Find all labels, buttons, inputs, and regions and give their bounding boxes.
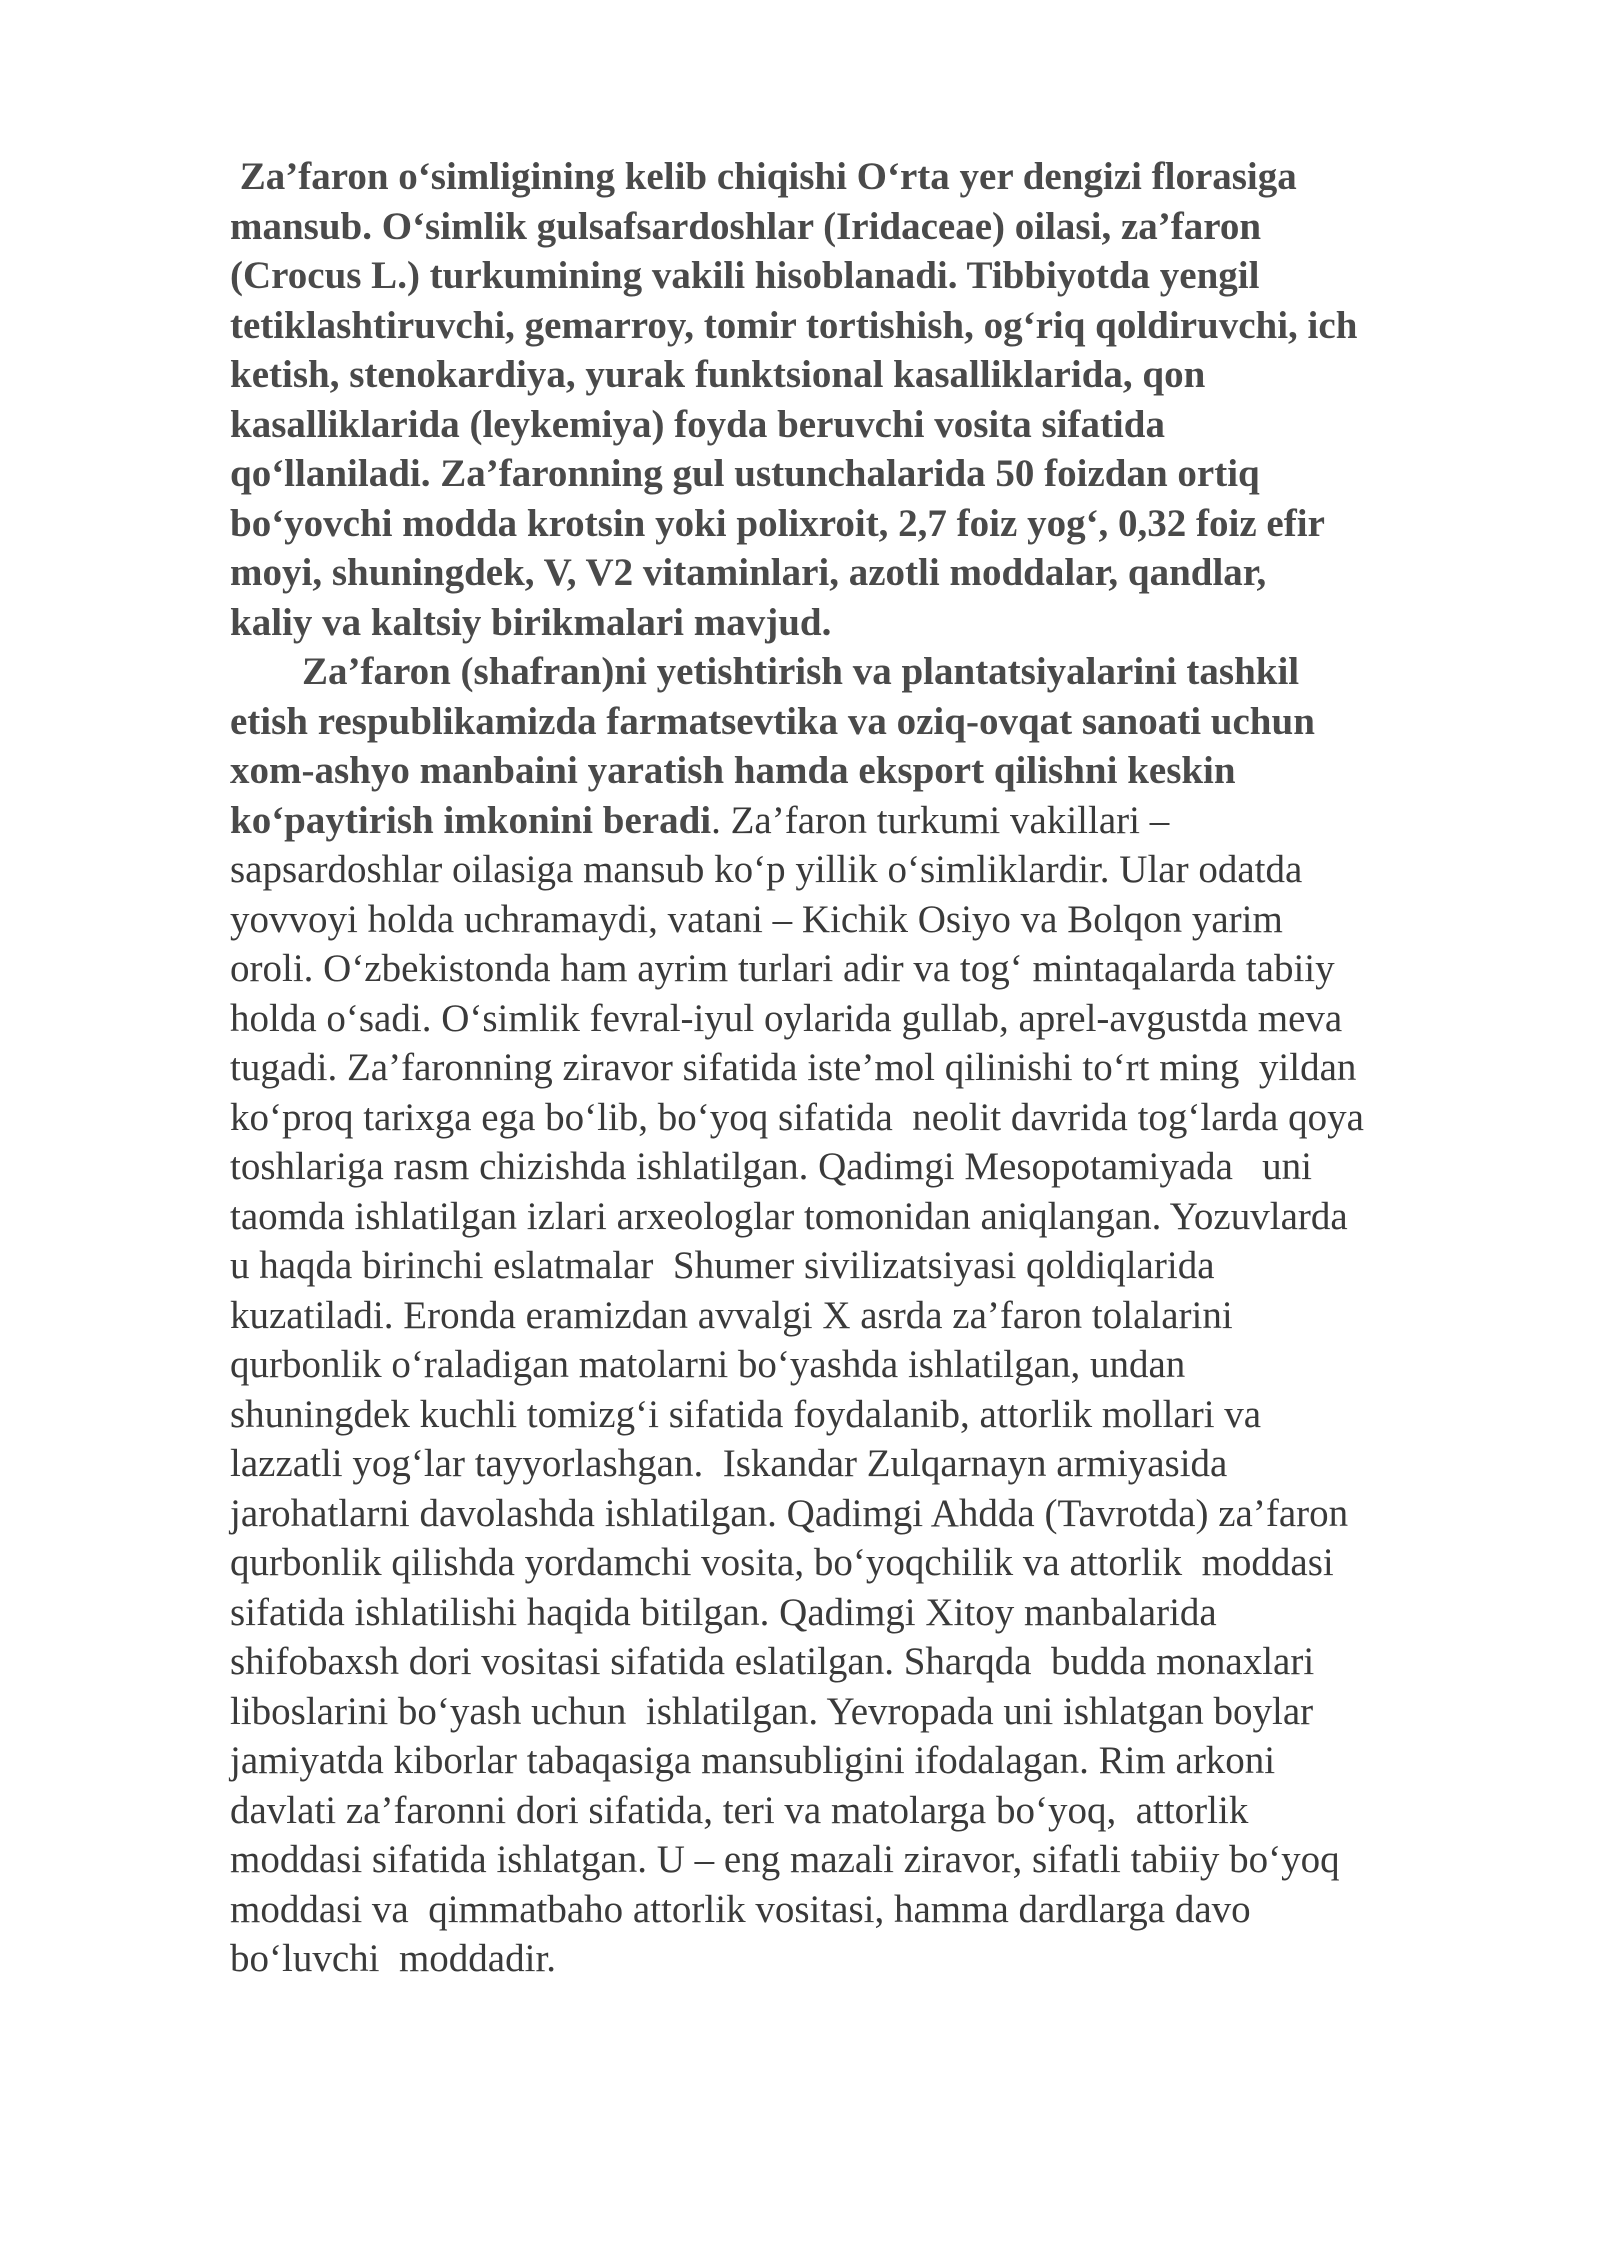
text-line: holda o‘sadi. O‘simlik fevral-iyul oylarida gullab, aprel-avgustda meva — [230, 996, 1343, 1040]
text-line: oroli. O‘zbekistonda ham ayrim turlari adir va tog‘ mintaqalarda tabiiy — [230, 947, 1335, 990]
text-line: etish respublikamizda farmatsevtika va oziq-ovqat sanoati uchun — [230, 699, 1315, 743]
text-line: kaliy va kaltsiy birikmalari mavjud. — [230, 600, 832, 644]
text-line: xom-ashyo manbaini yaratish hamda eksport qilishni keskin — [230, 749, 1236, 792]
text-line: jamiyatda kiborlar tabaqasiga mansubligini ifodalagan. Rim arkoni — [230, 1739, 1276, 1782]
regular-text-part: . Za’faron turkumi vakillari – — [711, 798, 1170, 842]
text-line: kuzatiladi. Eronda eramizdan avvalgi X asrda za’faron tolalarini — [230, 1293, 1233, 1337]
text-line: toshlariga rasm chizishda ishlatilgan. Qadimgi Mesopotamiyada uni — [230, 1145, 1313, 1188]
text-line: bo‘yovchi modda krotsin yoki polixroit, 2,7 foiz yog‘, 0,32 foiz efir — [230, 501, 1325, 545]
document-body — [230, 152, 1530, 1984]
text-line: qurbonlik o‘raladigan matolarni bo‘yashda ishlatilgan, undan — [230, 1343, 1186, 1386]
text-line: shuningdek kuchli tomizg‘i sifatida foydalanib, attorlik mollari va — [230, 1392, 1262, 1436]
text-line: mansub. O‘simlik gulsafsardoshlar (Iridaceae) oilasi, za’faron — [230, 204, 1262, 248]
bold-text-part: ko‘paytirish imkonini beradi — [230, 798, 712, 842]
text-line: lazzatli yog‘lar tayyorlashgan. Iskandar Zulqarnayn armiyasida — [230, 1442, 1228, 1485]
text-line: ketish, stenokardiya, yurak funktsional kasalliklarida, qon — [230, 353, 1206, 396]
text-line: moddasi sifatida ishlatgan. U – eng mazali ziravor, sifatli tabiiy bo‘yoq — [230, 1838, 1340, 1881]
text-line: qurbonlik qilishda yordamchi vosita, bo‘yoqchilik va attorlik moddasi — [230, 1541, 1334, 1584]
text-line: tetiklashtiruvchi, gemarroy, tomir tortishish, og‘riq qoldiruvchi, ich — [230, 303, 1358, 347]
text-line: shifobaxsh dori vositasi sifatida eslatilgan. Sharqda budda monaxlari — [230, 1640, 1315, 1683]
paragraph-start-line: Za’faron (shafran)ni yetishtirish va plantatsiyalarini tashkil — [302, 650, 1300, 693]
text-line: jarohatlarni davolashda ishlatilgan. Qadimgi Ahdda (Tavrotda) za’faron — [230, 1491, 1349, 1535]
text-line: moddasi va qimmatbaho attorlik vositasi, hamma dardlarga davo — [230, 1887, 1251, 1931]
text-line: bo‘luvchi moddadir. — [230, 1937, 557, 1980]
text-line: kasalliklarida (leykemiya) foyda beruvchi vosita sifatida — [230, 402, 1165, 446]
text-line: davlati za’faronni dori sifatida, teri va matolarga bo‘yoq, attorlik — [230, 1788, 1249, 1832]
text-line: sapsardoshlar oilasiga mansub ko‘p yillik o‘simliklardir. Ular odatda — [230, 848, 1303, 891]
text-line: u haqda birinchi eslatmalar Shumer sivilizatsiyasi qoldiqlarida — [230, 1244, 1215, 1287]
text-line: tugadi. Za’faronning ziravor sifatida iste’mol qilinishi to‘rt ming yildan — [230, 1046, 1357, 1089]
text-line: taomda ishlatilgan izlari arxeologlar tomonidan aniqlangan. Yozuvlarda — [230, 1194, 1348, 1238]
text-line: yovvoyi holda uchramaydi, vatani – Kichik Osiyo va Bolqon yarim — [230, 897, 1283, 941]
text-line: (Crocus L.) turkumining vakili hisoblanadi. Tibbiyotda yengil — [230, 254, 1260, 297]
text-line: liboslarini bo‘yash uchun ishlatilgan. Yevropada uni ishlatgan boylar — [230, 1689, 1314, 1733]
text-line: sifatida ishlatilishi haqida bitilgan. Qadimgi Xitoy manbalarida — [230, 1590, 1217, 1634]
text-line: moyi, shuningdek, V, V2 vitaminlari, azotli moddalar, qandlar, — [230, 551, 1267, 594]
mixed-text-line — [230, 796, 1530, 846]
text-line: ko‘proq tarixga ega bo‘lib, bo‘yoq sifatida neolit davrida tog‘larda qoya — [230, 1095, 1364, 1139]
text-line: qo‘llaniladi. Za’faronning gul ustunchalarida 50 foizdan ortiq — [230, 452, 1260, 495]
text-line: Za’faron o‘simligining kelib chiqishi O‘rta yer dengizi florasiga — [230, 155, 1297, 198]
